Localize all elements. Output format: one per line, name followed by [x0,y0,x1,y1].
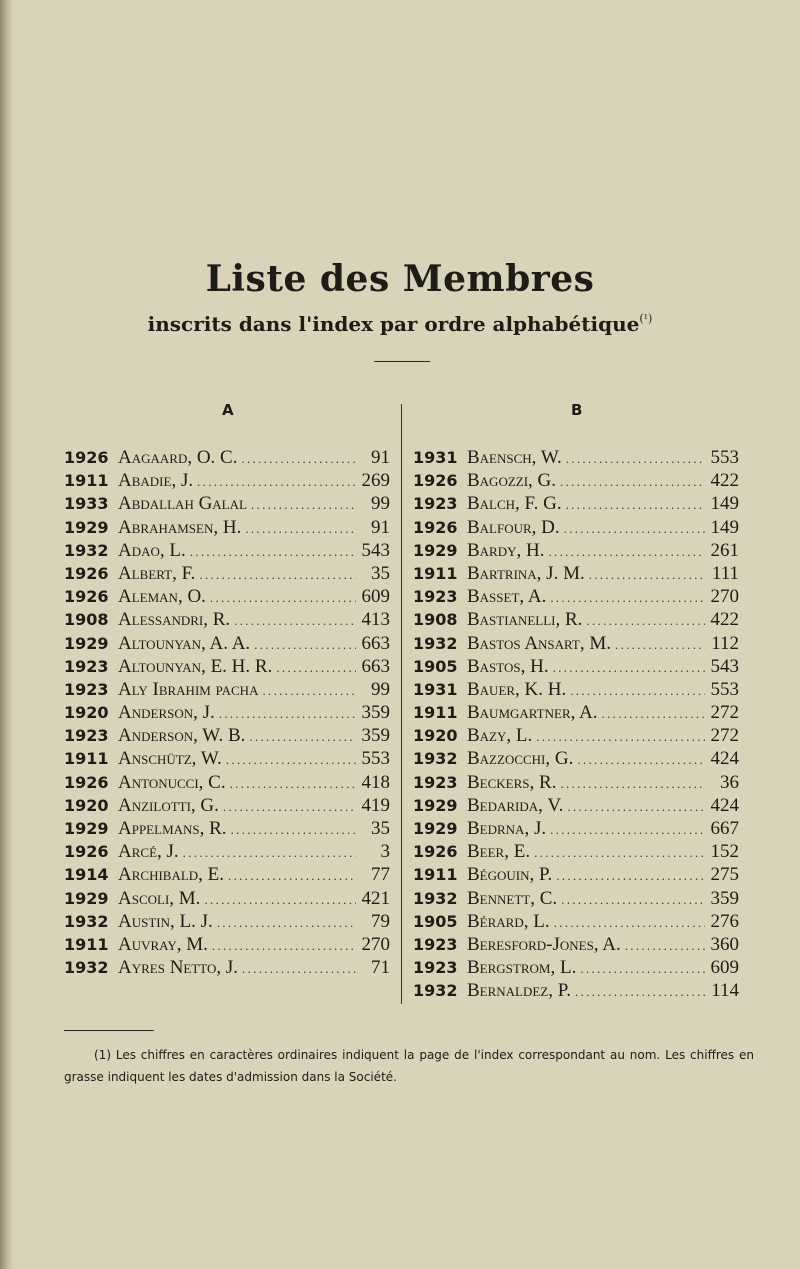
column-heading-b: B [571,401,583,419]
member-name: Archibald, E. [118,864,225,886]
member-name: Bazy, L. [467,725,533,747]
index-page-number: 359 [361,702,390,724]
index-page-number: 663 [361,632,390,654]
member-entry [64,539,390,562]
member-name: Antonucci, C. [118,771,226,793]
member-name: Adao, L. [118,539,186,561]
member-entry [64,956,390,979]
member-name: Altounyan, A. A. [118,632,251,654]
dot-leader [561,888,705,911]
member-name: Ascoli, M. [118,887,201,909]
dot-leader [230,772,356,795]
member-name: Anderson, J. [118,702,215,724]
dot-leader [548,540,705,563]
index-page-number: 99 [371,678,390,700]
admission-year: 1932 [413,888,458,908]
index-page-number: 91 [371,516,390,538]
member-name: Beer, E. [467,841,531,863]
member-entry [413,608,739,631]
index-page-number: 35 [371,562,390,584]
admission-year: 1932 [413,981,458,1001]
admission-year: 1929 [64,517,109,537]
member-name: Bastos Ansart, M. [467,632,612,654]
admission-year: 1911 [64,934,109,954]
admission-year: 1923 [64,656,109,676]
index-page-number: 413 [361,609,390,631]
index-page-number: 114 [711,980,739,1002]
admission-year: 1920 [413,726,458,746]
member-name: Bedarida, V. [467,794,564,816]
title-rule [374,361,430,362]
index-page-number: 71 [371,957,390,979]
index-page-number: 609 [361,586,390,608]
member-entry [64,678,390,701]
member-name: Ayres Netto, J. [118,957,239,979]
dot-leader [228,864,356,887]
member-name: Bedrna, J. [467,818,547,839]
index-page-number: 609 [710,957,739,979]
member-name: Bégouin, P. [467,864,553,886]
index-page-number: 270 [361,933,390,955]
index-page-number: 422 [710,470,739,492]
admission-year: 1926 [413,471,458,491]
dot-leader [550,818,705,841]
member-name: Austin, L. J. [118,910,213,932]
admission-year: 1908 [413,610,458,630]
dot-leader [586,609,705,632]
member-entry [413,747,739,770]
admission-year: 1923 [413,587,458,607]
member-entry [64,933,390,956]
member-name: Abadie, J. [118,470,194,492]
index-page-number: 422 [710,609,739,631]
admission-year: 1923 [413,934,458,954]
page-title: Liste des Membres [205,258,595,300]
index-page-number: 276 [710,910,739,932]
admission-year: 1933 [64,494,109,514]
index-page-number: 272 [710,702,739,724]
dot-leader [234,609,356,632]
dot-leader [575,980,705,1003]
index-page-number: 272 [710,725,739,747]
member-name: Balfour, D. [467,516,560,538]
admission-year: 1929 [64,819,109,838]
member-name: Arcé, J. [118,841,179,863]
member-name: Beckers, R. [467,771,557,793]
admission-year: 1929 [413,795,458,815]
index-page-number: 421 [361,887,390,909]
admission-year: 1911 [64,471,109,491]
dot-leader [276,656,356,679]
footnote-marker: (¹) [639,312,653,325]
dot-leader [556,864,705,887]
admission-year: 1932 [413,749,458,769]
member-entry [64,655,390,678]
dot-leader [602,702,705,725]
dot-leader [199,563,356,586]
index-page-number: 553 [710,678,739,700]
member-name: Anzilotti, G. [118,794,219,816]
index-page-number: 360 [710,933,739,955]
member-entry [413,887,739,910]
admission-year: 1911 [413,703,458,723]
member-name: Aleman, O. [118,586,206,608]
member-name: Abrahamsen, H. [118,516,242,538]
admission-year: 1923 [413,772,458,792]
index-page-number: 35 [371,818,390,839]
member-entry [64,910,390,933]
member-name: Bagozzi, G. [467,470,557,492]
index-page-number: 667 [710,818,739,839]
dot-leader [254,633,356,656]
admission-year: 1926 [64,563,109,583]
dot-leader [231,818,356,841]
dot-leader [219,702,356,725]
member-entry [64,632,390,655]
index-page-number: 36 [720,771,739,793]
dot-leader [570,679,705,702]
admission-year: 1914 [64,865,109,885]
member-name: Abdallah Galal [118,493,247,515]
member-name: Bardy, H. [467,539,545,561]
dot-leader [577,748,705,771]
dot-leader [241,447,356,470]
admission-year: 1926 [64,772,109,792]
index-page-number: 111 [711,562,739,584]
dot-leader [550,586,705,609]
member-entry [64,863,390,886]
member-entry [413,701,739,724]
index-page-number: 543 [361,539,390,561]
column-divider [401,404,402,1004]
admission-year: 1929 [64,888,109,908]
member-entry [413,585,739,608]
index-page-number: 99 [371,493,390,515]
member-name: Bergstrom, L. [467,957,577,979]
member-name: Bauer, K. H. [467,678,567,700]
member-entry [413,817,739,840]
dot-leader [566,493,705,516]
dot-leader [566,447,705,470]
member-entry [64,840,390,863]
footnote: (1) Les chiffres en caractères ordinaires indiquent la page de l'index correspondant au nom. Les chiffres en grasse indiquent les dates d'admission dans la Société. [64,1048,754,1084]
dot-leader [226,748,356,771]
index-page-number: 3 [380,841,390,863]
member-entry [64,562,390,585]
member-name: Altounyan, E. H. R. [118,655,273,677]
member-entry [413,678,739,701]
index-page-number: 275 [710,864,739,886]
member-name: Appelmans, R. [118,818,227,839]
member-name: Basset, A. [467,586,547,608]
member-entry [413,469,739,492]
member-entry [64,608,390,631]
footnote-rule [64,1030,154,1031]
dot-leader [183,841,356,864]
index-page-number: 270 [710,586,739,608]
admission-year: 1908 [64,610,109,630]
index-page-number: 112 [711,632,739,654]
member-entry [413,492,739,515]
dot-leader [251,493,356,516]
member-entry [64,492,390,515]
member-name: Albert, F. [118,562,196,584]
member-name: Alessandri, R. [118,609,231,631]
index-page-number: 149 [710,493,739,515]
dot-leader [242,957,356,980]
dot-leader [580,957,705,980]
index-page-number: 418 [361,771,390,793]
member-name: Anschütz, W. [118,748,222,770]
member-entry [64,747,390,770]
member-entry [413,863,739,886]
member-entry [413,724,739,747]
index-page-number: 79 [371,910,390,932]
member-entry [64,724,390,747]
member-entry [64,516,390,539]
member-entry [64,887,390,910]
members-column-b [413,446,739,1003]
member-entry [413,539,739,562]
admission-year: 1926 [413,842,458,862]
dot-leader [553,656,705,679]
member-name: Bazzocchi, G. [467,748,574,770]
member-entry [64,701,390,724]
dot-leader [534,841,705,864]
member-entry [413,446,739,469]
dot-leader [567,795,705,818]
member-entry [413,840,739,863]
index-page-number: 91 [371,447,390,468]
member-entry [413,655,739,678]
member-name: Bérard, L. [467,910,550,932]
member-name: Bastianelli, R. [467,609,583,631]
member-entry [413,632,739,655]
member-entry [413,516,739,539]
dot-leader [217,911,356,934]
member-name: Auvray, M. [118,933,208,955]
dot-leader [615,633,705,656]
index-page-number: 543 [710,655,739,677]
admission-year: 1926 [64,587,109,607]
admission-year: 1932 [64,958,109,978]
column-heading-a: A [222,401,234,419]
admission-year: 1931 [413,448,458,467]
member-entry [413,979,739,1002]
member-entry [413,794,739,817]
dot-leader [245,517,356,540]
member-entry [413,562,739,585]
member-entry [64,446,390,469]
admission-year: 1923 [413,494,458,514]
index-page-number: 419 [361,794,390,816]
member-name: Bastos, H. [467,655,549,677]
member-entry [64,794,390,817]
admission-year: 1926 [64,842,109,862]
dot-leader [560,470,705,493]
admission-year: 1923 [64,726,109,746]
index-page-number: 149 [710,516,739,538]
admission-year: 1923 [413,958,458,978]
dot-leader [190,540,356,563]
admission-year: 1920 [64,703,109,723]
dot-leader [625,934,705,957]
admission-year: 1926 [413,517,458,537]
admission-year: 1920 [64,795,109,815]
dot-leader [536,725,705,748]
index-page-number: 553 [361,748,390,770]
admission-year: 1929 [64,633,109,653]
admission-year: 1932 [413,633,458,653]
admission-year: 1905 [413,656,458,676]
index-page-number: 424 [710,794,739,816]
dot-leader [197,470,356,493]
dot-leader [210,586,356,609]
admission-year: 1929 [413,540,458,560]
member-entry [413,956,739,979]
member-name: Aagaard, O. C. [118,447,238,468]
members-column-a [64,446,390,979]
admission-year: 1926 [64,448,109,467]
dot-leader [204,888,356,911]
member-entry [64,817,390,840]
member-name: Bernaldez, P. [467,980,571,1002]
page-binding-edge [0,0,14,1269]
admission-year: 1932 [64,540,109,560]
index-page-number: 359 [710,887,739,909]
admission-year: 1932 [64,911,109,931]
dot-leader [223,795,356,818]
member-entry [64,469,390,492]
index-page-number: 359 [361,725,390,747]
dot-leader [212,934,356,957]
index-page-number: 152 [710,841,739,863]
member-name: Bartrina, J. M. [467,562,585,584]
member-name: Balch, F. G. [467,493,562,515]
member-name: Bennett, C. [467,887,558,909]
member-name: Anderson, W. B. [118,725,246,747]
admission-year: 1911 [413,865,458,885]
admission-year: 1911 [64,749,109,769]
index-page-number: 663 [361,655,390,677]
index-page-number: 261 [710,539,739,561]
member-entry [64,771,390,794]
admission-year: 1931 [413,679,458,699]
subtitle-text: inscrits dans l'index par ordre alphabétique [147,312,640,336]
admission-year: 1929 [413,819,458,838]
index-page-number: 269 [361,470,390,492]
member-entry [413,910,739,933]
admission-year: 1911 [413,563,458,583]
dot-leader [262,679,356,702]
page-subtitle [0,312,800,336]
dot-leader [249,725,356,748]
member-name: Baumgartner, A. [467,702,598,724]
member-name: Aly Ibrahim pacha [118,678,259,700]
member-name: Baensch, W. [467,447,562,468]
dot-leader [554,911,705,934]
member-name: Beresford-Jones, A. [467,933,621,955]
index-page-number: 553 [710,447,739,468]
dot-leader [564,517,705,540]
member-entry [413,771,739,794]
admission-year: 1923 [64,679,109,699]
admission-year: 1905 [413,911,458,931]
index-page-number: 424 [710,748,739,770]
dot-leader [589,563,705,586]
member-entry [413,933,739,956]
dot-leader [560,772,705,795]
index-page-number: 77 [371,864,390,886]
member-entry [64,585,390,608]
